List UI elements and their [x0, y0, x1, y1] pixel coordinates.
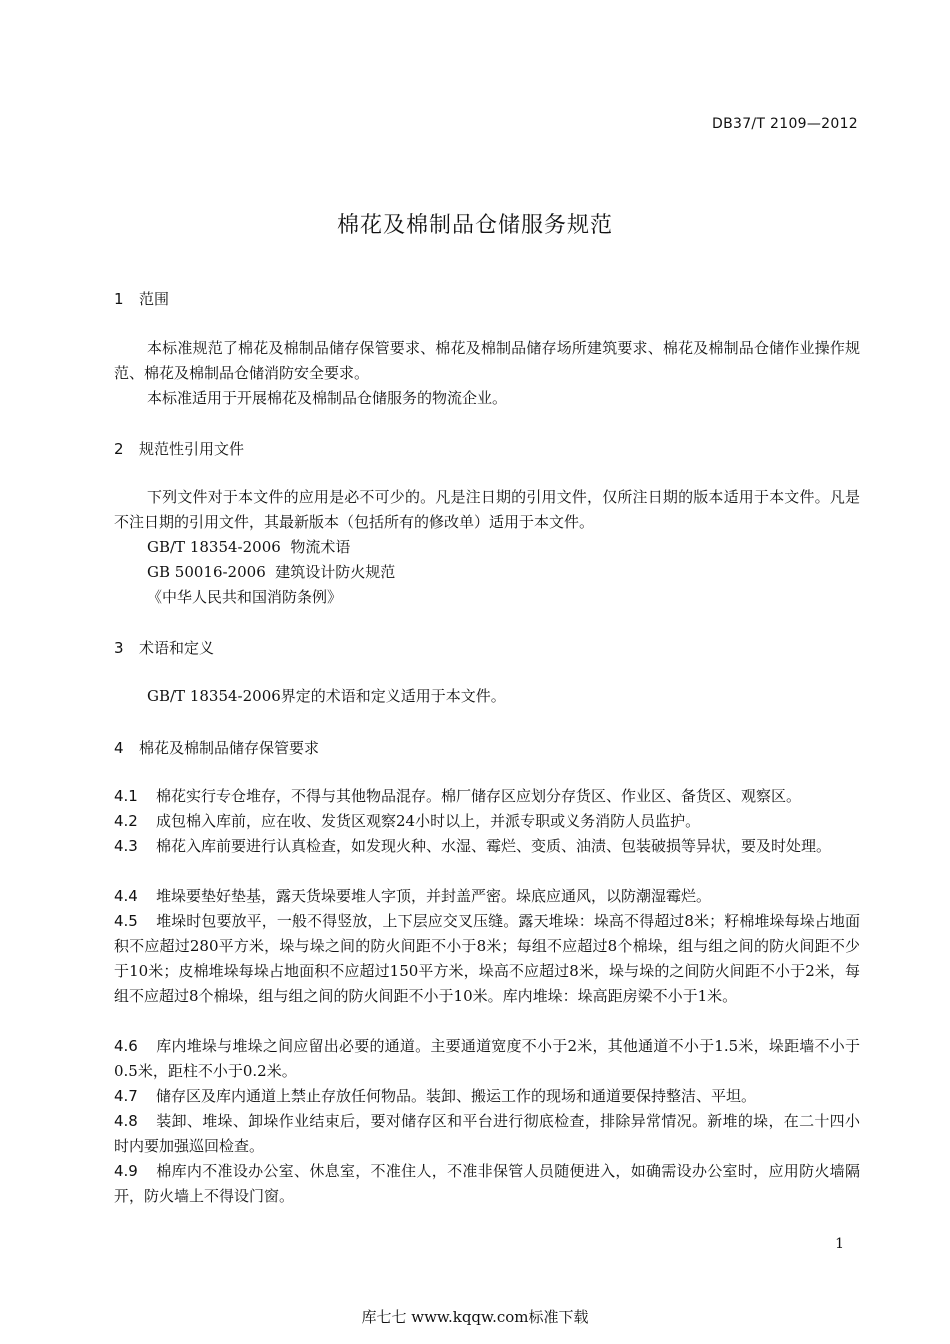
document-title: 棉花及棉制品仓储服务规范 [336, 213, 613, 238]
clause-4-2 [114, 809, 860, 834]
reference-item: GB/T 18354-2006 物流术语 [147, 538, 351, 556]
clause-text: 成包棉入库前，应在收、发货区观察24小时以上，并派专职或义务消防人员监护。 [156, 812, 701, 830]
clause-text: 储存区及库内通道上禁止存放任何物品。装卸、搬运工作的现场和通道要保持整洁、平坦。 [156, 1087, 757, 1105]
clause-number: 4.1 [114, 787, 138, 805]
footer-watermark: 库七七 www.kqqw.com标准下载 [361, 1308, 589, 1326]
clause-text: 棉花入库前要进行认真检查，如发现火种、水湿、霉烂、变质、油渍、包装破损等异状，要及时处理。 [156, 837, 832, 855]
clause-number: 4.4 [114, 887, 138, 905]
clause-text: 棉花实行专仓堆存，不得与其他物品混存。棉厂储存区应划分存货区、作业区、备货区、观察区。 [156, 787, 802, 805]
section-title: 棉花及棉制品储存保管要求 [139, 739, 320, 757]
clause-number: 4.7 [114, 1087, 138, 1105]
clause-text: 库内堆垛与堆垛之间应留出必要的通道。主要通道宽度不小于2米，其他通道不小于1.5米，垛距墙不小于0.5米，距柱不小于0.2米。 [114, 1037, 860, 1080]
clause-number: 4.2 [114, 812, 138, 830]
section-number: 1 [114, 290, 124, 308]
clause-text: 棉库内不准设办公室、休息室，不准住人，不准非保管人员随便进入，如确需设办公室时，应用防火墙隔开，防火墙上不得设门窗。 [114, 1162, 860, 1205]
clause-text: 堆垛要垫好垫基，露天货垛要堆人字顶，并封盖严密。垛底应通风，以防潮湿霉烂。 [156, 887, 712, 905]
section-1-heading [114, 288, 169, 309]
scope-paragraph: 本标准规范了棉花及棉制品储存保管要求、棉花及棉制品储存场所建筑要求、棉花及棉制品仓储作业操作规范、棉花及棉制品仓储消防安全要求。 [114, 339, 860, 382]
standard-code: DB37/T 2109—2012 [712, 116, 858, 132]
clause-4-7 [114, 1084, 860, 1109]
page-number: 1 [835, 1236, 844, 1252]
section-number: 3 [114, 639, 124, 657]
section-number: 4 [114, 739, 124, 757]
clause-text: 堆垛时包要放平，一般不得竖放，上下层应交叉压缝。露天堆垛：垛高不得超过8米；籽棉堆垛每垛占地面积不应超过280平方米，垛与垛之间的防火间距不小于8米；每组不应超过8个棉垛，组与组之间的防火间距不少于10米；皮棉堆垛每垛占地面积不应超过150平方米，垛高不应超过8米，垛与垛的之间防火间距不小于2米，每组不应超过8个棉垛，组与组之间的防火间距不小于10米。库内堆垛：垛高距房梁不小于1米。 [114, 912, 860, 1005]
clause-number: 4.6 [114, 1037, 138, 1055]
section-2-heading [114, 438, 244, 459]
clause-4-5 [114, 909, 860, 1009]
clause-number: 4.5 [114, 912, 138, 930]
clause-4-9 [114, 1159, 860, 1209]
section-title: 范围 [139, 290, 170, 308]
reference-item: 《中华人民共和国消防条例》 [147, 588, 343, 606]
clause-number: 4.3 [114, 837, 138, 855]
clause-4-3 [114, 834, 860, 859]
references-intro: 下列文件对于本文件的应用是必不可少的。凡是注日期的引用文件，仅所注日期的版本适用于本文件。凡是不注日期的引用文件，其最新版本（包括所有的修改单）适用于本文件。 [114, 488, 860, 531]
section-title: 规范性引用文件 [139, 440, 245, 458]
scope-applicability: 本标准适用于开展棉花及棉制品仓储服务的物流企业。 [147, 389, 508, 407]
clause-4-6 [114, 1034, 860, 1084]
clause-4-8 [114, 1109, 860, 1159]
section-title: 术语和定义 [139, 639, 215, 657]
clause-text: 装卸、堆垛、卸垛作业结束后，要对储存区和平台进行彻底检查，排除异常情况。新堆的垛，在二十四小时内要加强巡回检查。 [114, 1112, 860, 1155]
terms-paragraph: GB/T 18354-2006界定的术语和定义适用于本文件。 [147, 687, 506, 705]
clause-number: 4.9 [114, 1162, 138, 1180]
section-4-heading [114, 737, 319, 758]
clause-number: 4.8 [114, 1112, 138, 1130]
section-number: 2 [114, 440, 124, 458]
clause-4-1 [114, 784, 860, 809]
section-3-heading [114, 637, 214, 658]
reference-item: GB 50016-2006 建筑设计防火规范 [147, 563, 396, 581]
clause-4-4 [114, 884, 860, 909]
